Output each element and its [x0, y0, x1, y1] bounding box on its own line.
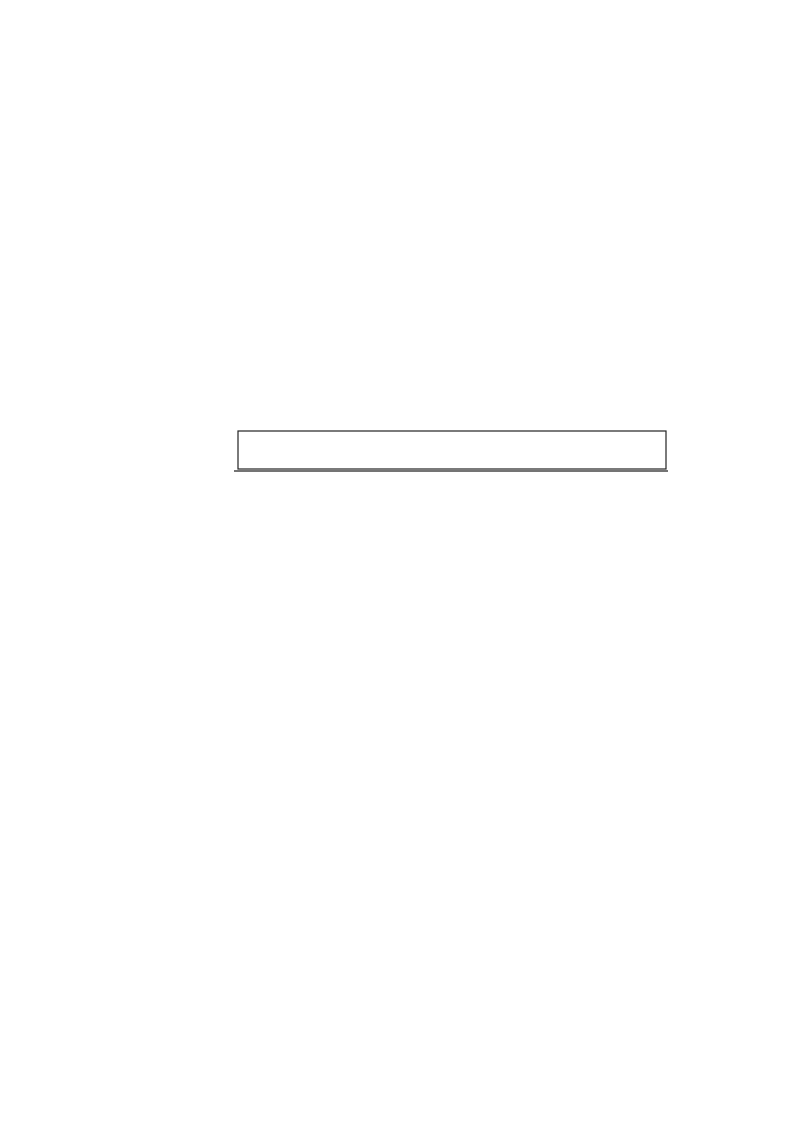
body-proportions-figure [234, 193, 668, 498]
label-table [238, 431, 666, 469]
